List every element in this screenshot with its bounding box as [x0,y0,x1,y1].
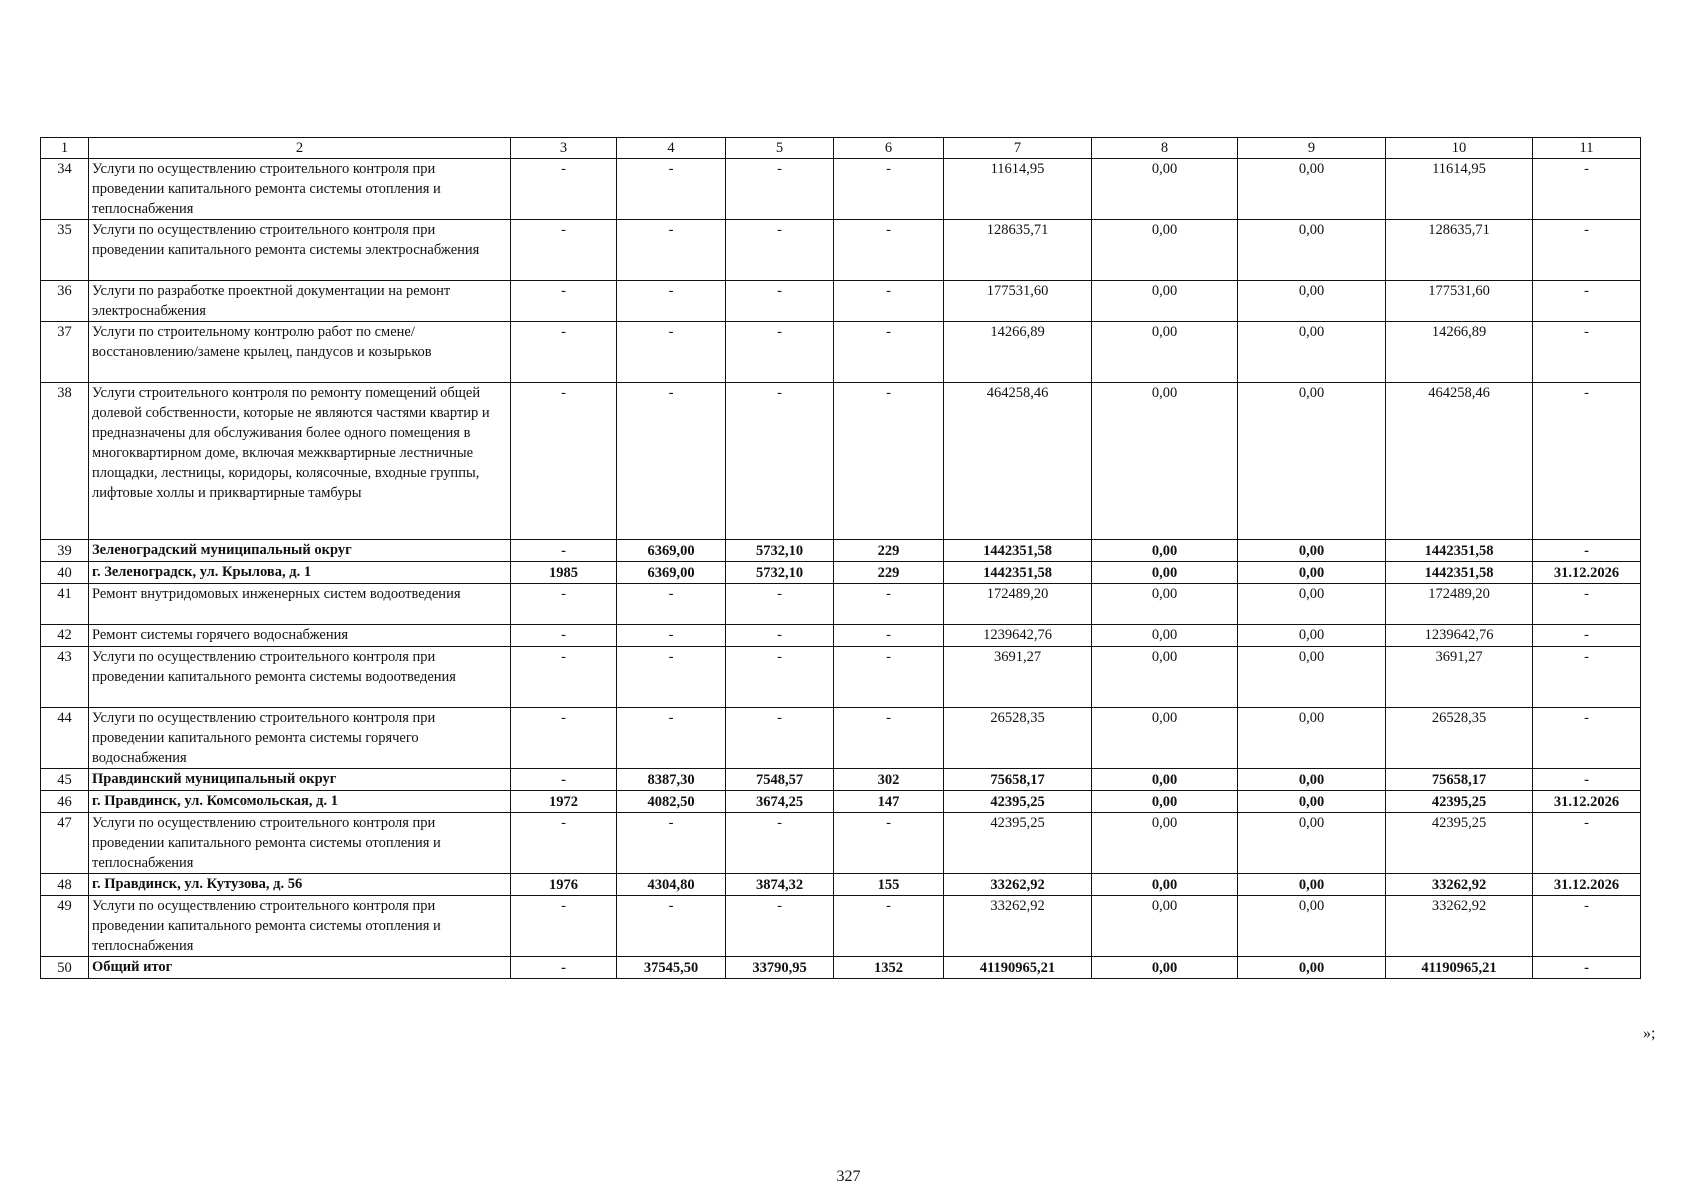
column-header: 3 [511,138,617,159]
area-residential-cell: 7548,57 [726,769,834,791]
area-cell: 4082,50 [617,791,726,813]
row-name: Услуги по осуществлению строительного контроля при проведении капитального ремонта системы водоотведения [89,647,511,708]
cost-cell: 33262,92 [1386,896,1533,957]
total-cost-cell: 42395,25 [944,791,1092,813]
column-header: 10 [1386,138,1533,159]
cost-cell: 0,00 [1238,562,1386,584]
table-row [41,769,1641,791]
cost-cell: 0,00 [1238,220,1386,281]
deadline-cell: - [1533,813,1641,874]
cost-cell: 0,00 [1092,896,1238,957]
row-name: Услуги по осуществлению строительного контроля при проведении капитального ремонта системы отопления и теплоснабжения [89,813,511,874]
cost-cell: 3691,27 [1386,647,1533,708]
table-header-row [41,138,1641,159]
deadline-cell: - [1533,708,1641,769]
cost-cell: 172489,20 [1386,584,1533,625]
total-cost-cell: 14266,89 [944,322,1092,383]
cost-cell: 1442351,58 [1386,540,1533,562]
row-name: Правдинский муниципальный округ [89,769,511,791]
residents-cell: - [834,896,944,957]
residents-cell: 155 [834,874,944,896]
total-cost-cell: 33262,92 [944,874,1092,896]
total-cost-cell: 1442351,58 [944,540,1092,562]
column-header: 2 [89,138,511,159]
column-header: 5 [726,138,834,159]
area-cell: 37545,50 [617,957,726,979]
cost-cell: 0,00 [1238,874,1386,896]
row-number: 38 [41,383,89,540]
table-row [41,281,1641,322]
year-cell: - [511,708,617,769]
area-residential-cell: - [726,220,834,281]
row-number: 46 [41,791,89,813]
year-cell: - [511,220,617,281]
year-cell: 1976 [511,874,617,896]
year-cell: - [511,625,617,647]
total-cost-cell: 1442351,58 [944,562,1092,584]
area-cell: - [617,322,726,383]
cost-cell: 26528,35 [1386,708,1533,769]
cost-cell: 14266,89 [1386,322,1533,383]
cost-cell: 0,00 [1092,540,1238,562]
cost-cell: 41190965,21 [1386,957,1533,979]
cost-cell: 0,00 [1238,647,1386,708]
area-cell: - [617,281,726,322]
deadline-cell: - [1533,540,1641,562]
row-number: 42 [41,625,89,647]
column-header: 11 [1533,138,1641,159]
column-header: 4 [617,138,726,159]
total-cost-cell: 11614,95 [944,159,1092,220]
row-number: 41 [41,584,89,625]
cost-cell: 0,00 [1238,159,1386,220]
table-row [41,647,1641,708]
area-residential-cell: - [726,584,834,625]
area-cell: - [617,220,726,281]
row-name: Ремонт внутридомовых инженерных систем водоотведения [89,584,511,625]
total-cost-cell: 41190965,21 [944,957,1092,979]
area-cell: - [617,584,726,625]
area-cell: 6369,00 [617,540,726,562]
deadline-cell: - [1533,220,1641,281]
total-cost-cell: 3691,27 [944,647,1092,708]
column-header: 7 [944,138,1092,159]
cost-cell: 0,00 [1238,708,1386,769]
table-row [41,584,1641,625]
area-cell: - [617,813,726,874]
residents-cell: 147 [834,791,944,813]
deadline-cell: 31.12.2026 [1533,791,1641,813]
residents-cell: 229 [834,562,944,584]
row-name: Услуги по осуществлению строительного контроля при проведении капитального ремонта системы горячего водоснабжения [89,708,511,769]
year-cell: - [511,813,617,874]
row-name: г. Правдинск, ул. Комсомольская, д. 1 [89,791,511,813]
area-residential-cell: 3874,32 [726,874,834,896]
row-number: 37 [41,322,89,383]
area-cell: - [617,708,726,769]
cost-cell: 0,00 [1092,769,1238,791]
cost-cell: 0,00 [1238,281,1386,322]
residents-cell: - [834,383,944,540]
row-name: г. Правдинск, ул. Кутузова, д. 56 [89,874,511,896]
cost-cell: 0,00 [1092,322,1238,383]
row-number: 48 [41,874,89,896]
table-row [41,791,1641,813]
area-residential-cell: 33790,95 [726,957,834,979]
table-row [41,625,1641,647]
area-residential-cell: - [726,813,834,874]
row-number: 43 [41,647,89,708]
cost-cell: 75658,17 [1386,769,1533,791]
cost-cell: 0,00 [1092,791,1238,813]
area-residential-cell: 5732,10 [726,540,834,562]
total-cost-cell: 42395,25 [944,813,1092,874]
row-name: г. Зеленоградск, ул. Крылова, д. 1 [89,562,511,584]
year-cell: 1985 [511,562,617,584]
table-row [41,708,1641,769]
cost-cell: 0,00 [1092,562,1238,584]
year-cell: - [511,322,617,383]
cost-cell: 0,00 [1092,383,1238,540]
year-cell: - [511,540,617,562]
table-row [41,562,1641,584]
residents-cell: - [834,584,944,625]
area-cell: - [617,647,726,708]
area-cell: - [617,383,726,540]
closing-quote: »; [1643,1025,1656,1042]
area-residential-cell: - [726,625,834,647]
total-cost-cell: 1239642,76 [944,625,1092,647]
deadline-cell: - [1533,957,1641,979]
residents-cell: - [834,322,944,383]
area-residential-cell: - [726,383,834,540]
row-number: 44 [41,708,89,769]
total-cost-cell: 464258,46 [944,383,1092,540]
table-row [41,896,1641,957]
residents-cell: - [834,159,944,220]
year-cell: - [511,584,617,625]
table-row [41,159,1641,220]
deadline-cell: 31.12.2026 [1533,874,1641,896]
area-cell: - [617,159,726,220]
year-cell: - [511,957,617,979]
total-cost-cell: 75658,17 [944,769,1092,791]
area-residential-cell: - [726,322,834,383]
cost-cell: 0,00 [1092,220,1238,281]
deadline-cell: - [1533,281,1641,322]
cost-cell: 0,00 [1238,625,1386,647]
area-residential-cell: - [726,708,834,769]
table-row [41,874,1641,896]
row-number: 47 [41,813,89,874]
total-cost-cell: 177531,60 [944,281,1092,322]
cost-cell: 177531,60 [1386,281,1533,322]
cost-cell: 0,00 [1092,625,1238,647]
cost-cell: 42395,25 [1386,791,1533,813]
deadline-cell: - [1533,322,1641,383]
budget-table [40,137,1641,979]
cost-cell: 0,00 [1092,957,1238,979]
cost-cell: 0,00 [1092,584,1238,625]
area-residential-cell: - [726,896,834,957]
row-number: 40 [41,562,89,584]
deadline-cell: - [1533,383,1641,540]
row-number: 50 [41,957,89,979]
deadline-cell: - [1533,584,1641,625]
residents-cell: - [834,281,944,322]
row-name: Ремонт системы горячего водоснабжения [89,625,511,647]
area-cell: 6369,00 [617,562,726,584]
row-name: Услуги по осуществлению строительного контроля при проведении капитального ремонта системы отопления и теплоснабжения [89,896,511,957]
row-name: Услуги по осуществлению строительного контроля при проведении капитального ремонта системы электроснабжения [89,220,511,281]
area-residential-cell: 5732,10 [726,562,834,584]
column-header: 9 [1238,138,1386,159]
table-row [41,220,1641,281]
cost-cell: 128635,71 [1386,220,1533,281]
residents-cell: - [834,647,944,708]
area-residential-cell: - [726,159,834,220]
cost-cell: 0,00 [1238,791,1386,813]
column-header: 1 [41,138,89,159]
area-cell: 4304,80 [617,874,726,896]
cost-cell: 0,00 [1092,281,1238,322]
deadline-cell: - [1533,647,1641,708]
total-cost-cell: 26528,35 [944,708,1092,769]
row-name: Услуги по осуществлению строительного контроля при проведении капитального ремонта системы отопления и теплоснабжения [89,159,511,220]
column-header: 8 [1092,138,1238,159]
table-row [41,540,1641,562]
area-cell: 8387,30 [617,769,726,791]
cost-cell: 11614,95 [1386,159,1533,220]
year-cell: - [511,647,617,708]
cost-cell: 33262,92 [1386,874,1533,896]
total-cost-cell: 128635,71 [944,220,1092,281]
cost-cell: 0,00 [1092,874,1238,896]
row-number: 35 [41,220,89,281]
residents-cell: 1352 [834,957,944,979]
row-number: 45 [41,769,89,791]
row-number: 36 [41,281,89,322]
cost-cell: 0,00 [1238,813,1386,874]
row-name: Зеленоградский муниципальный округ [89,540,511,562]
year-cell: - [511,383,617,540]
total-cost-cell: 172489,20 [944,584,1092,625]
deadline-cell: - [1533,769,1641,791]
year-cell: 1972 [511,791,617,813]
deadline-cell: - [1533,625,1641,647]
deadline-cell: - [1533,896,1641,957]
cost-cell: 1239642,76 [1386,625,1533,647]
row-number: 49 [41,896,89,957]
row-name: Услуги по разработке проектной документации на ремонт электроснабжения [89,281,511,322]
deadline-cell: - [1533,159,1641,220]
cost-cell: 0,00 [1238,957,1386,979]
year-cell: - [511,281,617,322]
cost-cell: 0,00 [1092,813,1238,874]
deadline-cell: 31.12.2026 [1533,562,1641,584]
area-residential-cell: - [726,281,834,322]
residents-cell: - [834,813,944,874]
cost-cell: 0,00 [1238,322,1386,383]
total-cost-cell: 33262,92 [944,896,1092,957]
residents-cell: 229 [834,540,944,562]
residents-cell: - [834,625,944,647]
residents-cell: 302 [834,769,944,791]
area-residential-cell: - [726,647,834,708]
row-name: Услуги по строительному контролю работ по смене/восстановлению/замене крылец, пандусов и козырьков [89,322,511,383]
cost-cell: 0,00 [1238,540,1386,562]
row-number: 39 [41,540,89,562]
column-header: 6 [834,138,944,159]
page-number: 327 [836,1168,861,1185]
cost-cell: 0,00 [1238,769,1386,791]
year-cell: - [511,896,617,957]
cost-cell: 0,00 [1238,896,1386,957]
row-number: 34 [41,159,89,220]
cost-cell: 42395,25 [1386,813,1533,874]
cost-cell: 0,00 [1238,383,1386,540]
table-row [41,322,1641,383]
table-row [41,383,1641,540]
cost-cell: 0,00 [1092,708,1238,769]
year-cell: - [511,159,617,220]
cost-cell: 1442351,58 [1386,562,1533,584]
table-row [41,957,1641,979]
area-cell: - [617,896,726,957]
year-cell: - [511,769,617,791]
cost-cell: 464258,46 [1386,383,1533,540]
row-name: Услуги строительного контроля по ремонту помещений общей долевой собственности, которые не являются частями квартир и предназначены для обслуживания более одного помещения в многоквартирном доме, включая межквартирные лестничные площадки, лестницы, коридоры, колясочные, входные группы, лифтовые холлы и приквартирные тамбуры [89,383,511,540]
row-name: Общий итог [89,957,511,979]
cost-cell: 0,00 [1238,584,1386,625]
area-cell: - [617,625,726,647]
cost-cell: 0,00 [1092,159,1238,220]
residents-cell: - [834,708,944,769]
cost-cell: 0,00 [1092,647,1238,708]
table-row [41,813,1641,874]
residents-cell: - [834,220,944,281]
area-residential-cell: 3674,25 [726,791,834,813]
